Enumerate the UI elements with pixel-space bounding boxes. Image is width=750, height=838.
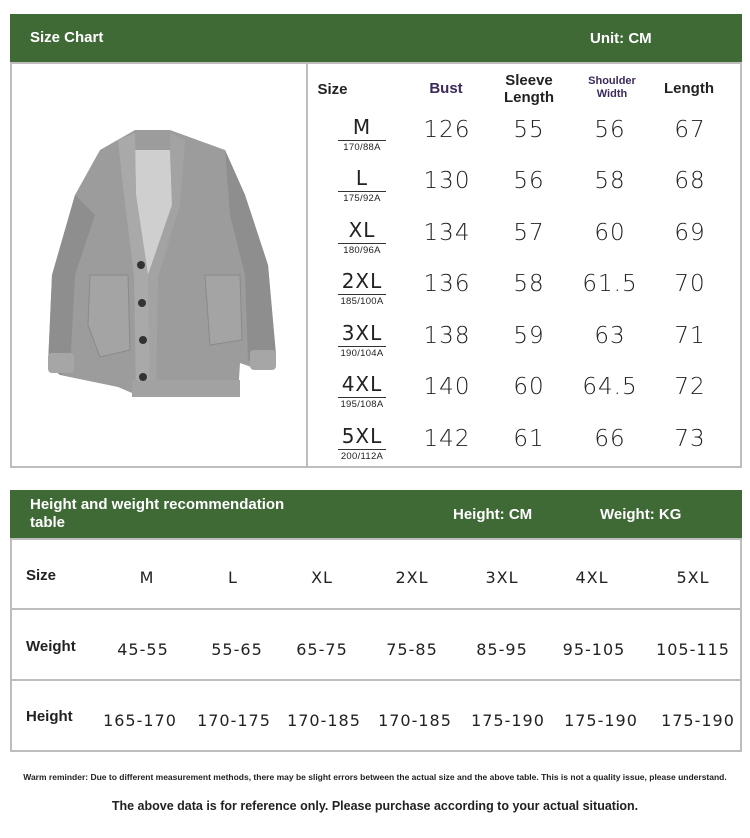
size-chart-header-bar xyxy=(10,14,742,62)
bust-value: 142 xyxy=(423,426,471,452)
size-divider xyxy=(338,243,386,244)
rec-height-cell: 175-190 xyxy=(564,711,638,730)
length-value: 73 xyxy=(674,426,706,452)
sleeve-value: 59 xyxy=(513,323,545,349)
header-shoulder-width: Shoulder Width xyxy=(588,75,636,100)
rec-height-cell: 170-185 xyxy=(378,711,452,730)
cardigan-image xyxy=(40,125,280,405)
rec-weight-cell: 65-75 xyxy=(296,640,348,659)
size-name: 2XL xyxy=(341,269,383,293)
size-cell-4xl xyxy=(322,372,402,410)
length-value: 72 xyxy=(674,374,706,400)
shoulder-value: 64.5 xyxy=(582,374,638,400)
header-length: Length xyxy=(664,80,714,97)
size-name: 3XL xyxy=(341,321,383,345)
rec-weight-cell: 75-85 xyxy=(386,640,438,659)
bust-value: 140 xyxy=(423,374,471,400)
size-code: 190/104A xyxy=(340,348,384,359)
rec-height-cell: 165-170 xyxy=(103,711,177,730)
length-value: 69 xyxy=(674,220,706,246)
reference-note: The above data is for reference only. Please purchase according to your actual situation. xyxy=(111,799,639,813)
size-divider xyxy=(338,449,386,450)
shoulder-value: 56 xyxy=(594,117,626,143)
size-code: 175/92A xyxy=(343,193,381,204)
sleeve-value: 57 xyxy=(513,220,545,246)
rec-size-cell: 2XL xyxy=(395,568,429,587)
sleeve-value: 60 xyxy=(513,374,545,400)
size-code: 200/112A xyxy=(340,451,384,462)
unit-label: Unit: CM xyxy=(590,30,652,47)
row-divider xyxy=(10,679,742,681)
size-code: 180/96A xyxy=(343,245,381,256)
header-bust: Bust xyxy=(429,80,463,97)
rec-height-cell: 170-175 xyxy=(197,711,271,730)
row-label-height: Height xyxy=(26,708,73,725)
size-code: 170/88A xyxy=(343,142,381,153)
rec-weight-cell: 105-115 xyxy=(656,640,730,659)
size-code: 185/100A xyxy=(340,296,384,307)
rec-weight-cell: 85-95 xyxy=(476,640,528,659)
rec-size-cell: 5XL xyxy=(676,568,710,587)
size-cell-l xyxy=(322,166,402,204)
size-name: L xyxy=(355,166,369,190)
bust-value: 138 xyxy=(423,323,471,349)
height-unit-label: Height: CM xyxy=(453,506,533,523)
warm-reminder-note: Warm reminder: Due to different measurement methods, there may be slight errors between the actual size and the above table. This is not a quality issue, please understand. xyxy=(23,772,727,782)
recommendation-header-bar xyxy=(10,490,742,538)
shoulder-value: 66 xyxy=(594,426,626,452)
length-value: 71 xyxy=(674,323,706,349)
length-value: 70 xyxy=(674,271,706,297)
rec-size-cell: L xyxy=(228,568,238,587)
rec-height-cell: 170-185 xyxy=(287,711,361,730)
sleeve-value: 56 xyxy=(513,168,545,194)
row-label-weight: Weight xyxy=(26,638,76,655)
size-divider xyxy=(338,397,386,398)
rec-weight-cell: 55-65 xyxy=(211,640,263,659)
size-name: 4XL xyxy=(341,372,383,396)
length-value: 68 xyxy=(674,168,706,194)
bust-value: 126 xyxy=(423,117,471,143)
size-cell-xl xyxy=(322,218,402,256)
sleeve-value: 55 xyxy=(513,117,545,143)
size-name: 5XL xyxy=(341,424,383,448)
sleeve-value: 61 xyxy=(513,426,545,452)
size-divider xyxy=(338,191,386,192)
size-cell-3xl xyxy=(322,321,402,359)
size-divider xyxy=(338,294,386,295)
rec-size-cell: M xyxy=(139,568,155,587)
rec-size-cell: 3XL xyxy=(485,568,519,587)
rec-size-cell: 4XL xyxy=(575,568,609,587)
row-divider xyxy=(10,608,742,610)
table-divider xyxy=(306,62,308,468)
bust-value: 136 xyxy=(423,271,471,297)
rec-height-cell: 175-190 xyxy=(661,711,735,730)
size-divider xyxy=(338,346,386,347)
row-label-size: Size xyxy=(26,567,57,584)
size-divider xyxy=(338,140,386,141)
bust-value: 134 xyxy=(423,220,471,246)
bust-value: 130 xyxy=(423,168,471,194)
weight-unit-label: Weight: KG xyxy=(600,506,682,523)
size-chart-title: Size Chart xyxy=(30,29,104,46)
length-value: 67 xyxy=(674,117,706,143)
sleeve-value: 58 xyxy=(513,271,545,297)
header-sleeve-length: Sleeve Length xyxy=(504,72,554,106)
rec-size-cell: XL xyxy=(311,568,333,587)
rec-weight-cell: 95-105 xyxy=(562,640,626,659)
shoulder-value: 60 xyxy=(594,220,626,246)
size-cell-m xyxy=(322,115,402,153)
shoulder-value: 61.5 xyxy=(582,271,638,297)
size-cell-2xl xyxy=(322,269,402,307)
size-name: XL xyxy=(348,218,376,242)
rec-weight-cell: 45-55 xyxy=(117,640,169,659)
size-code: 195/108A xyxy=(340,399,384,410)
shoulder-value: 63 xyxy=(594,323,626,349)
header-size: Size xyxy=(317,81,348,98)
shoulder-value: 58 xyxy=(594,168,626,194)
size-name: M xyxy=(352,115,372,139)
size-cell-5xl xyxy=(322,424,402,462)
rec-height-cell: 175-190 xyxy=(471,711,545,730)
recommendation-title: Height and weight recommendation table xyxy=(30,496,285,531)
